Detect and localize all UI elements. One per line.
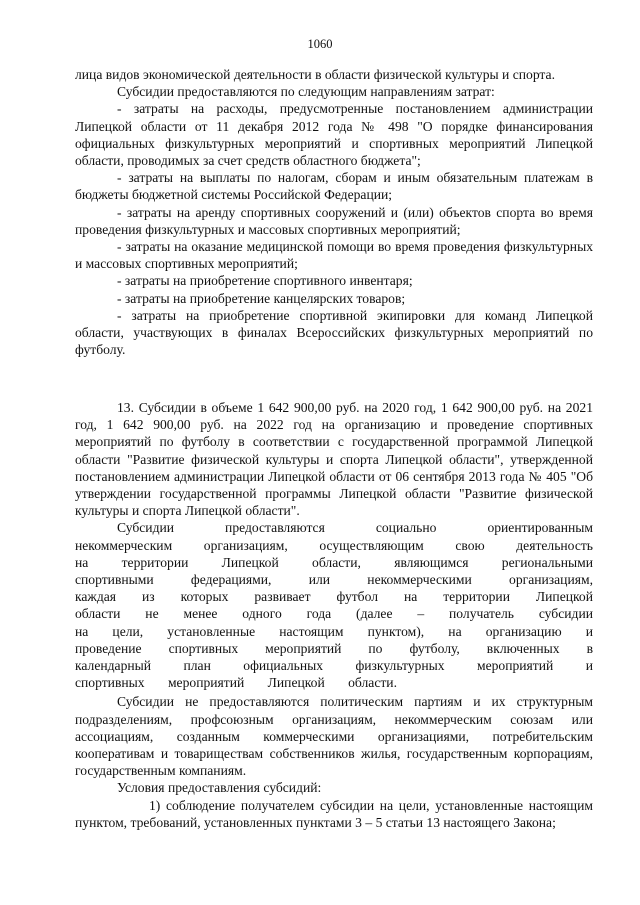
paragraph: лица видов экономической деятельности в области физической культуры и спорта. <box>75 67 555 82</box>
list-item: - затраты на приобретение спортивной экипировки для команд Липецкой области, участвующих в финалах Всероссийских физкультурных мероприятий по футболу. <box>75 307 593 358</box>
list-item: - затраты на приобретение спортивного инвентаря; <box>117 273 413 289</box>
list-item: - затраты на приобретение канцелярских товаров; <box>117 290 406 306</box>
paragraph: Условия предоставления субсидий: <box>117 780 322 796</box>
paragraph-item-13: 13. Субсидии в объеме 1 642 900,00 руб. на 2020 год, 1 642 900,00 руб. на 2021 год, 1 642 900,00 руб. на 2022 год на организацию и проведение спортивных мероприятий по футболу в соответствии с государственной программой Липецкой области "Развитие физической культуры и спорта Липецкой области", утвержденной постановлением администрации Липецкой области от 06 сентября 2013 года № 405 "Об утверждении государственной программы Липецкой области "Развитие физической культуры и спорта Липецкой области". <box>75 400 593 519</box>
text-block-item-13 <box>75 399 593 831</box>
list-item: - затраты на расходы, предусмотренные постановлением администрации Липецкой области от 11 декабря 2012 года № 498 "О порядке финансирования официальных физкультурных мероприятий и спортивных мероприятий Липецкой области, проводимых за счет средств областного бюджета"; <box>75 101 593 169</box>
paragraph: Субсидии предоставляются по следующим направлениям затрат: <box>117 84 495 100</box>
list-item: - затраты на выплаты по налогам, сборам и иным обязательным платежам в бюджеты бюджетной системы Российской Федерации; <box>75 170 593 203</box>
paragraph: Субсидии предоставляются социально ориентированным некоммерческим организациям, осуществляющим свою деятельность на территории Липецкой области, являющимся региональными спортивными федерациями, или некоммерческими организациям, каждая из которых развивает футбол на территории Липецкой области не менее одного года (далее – получатель субсидии на цели, установленные настоящим пунктом), на организацию и проведение спортивных мероприятий по футболу, включенных в календарный план официальных физкультурных мероприятий и спортивных мероприятий Липецкой области. <box>75 520 593 691</box>
text-block-subsidy-directions <box>75 66 593 358</box>
page-number: 1060 <box>307 37 333 51</box>
list-item: - затраты на оказание медицинской помощи во время проведения физкультурных и массовых спортивных мероприятий; <box>75 239 593 272</box>
list-item: - затраты на аренду спортивных сооружений и (или) объектов спорта во время проведения физкультурных и массовых спортивных мероприятий; <box>75 204 593 237</box>
paragraph: Субсидии не предоставляются политическим партиям и их структурным подразделениям, профсоюзным организациям, некоммерческим союзам или ассоциациям, созданным коммерческими организациями, потребительским кооперативам и товариществам собственников жилья, государственным корпорациям, государственным компаниям. <box>75 694 593 779</box>
list-item: 1) соблюдение получателем субсидии на цели, установленные настоящим пунктом, требований, установленных пунктами 3 – 5 статьи 13 настоящего Закона; <box>75 797 593 830</box>
